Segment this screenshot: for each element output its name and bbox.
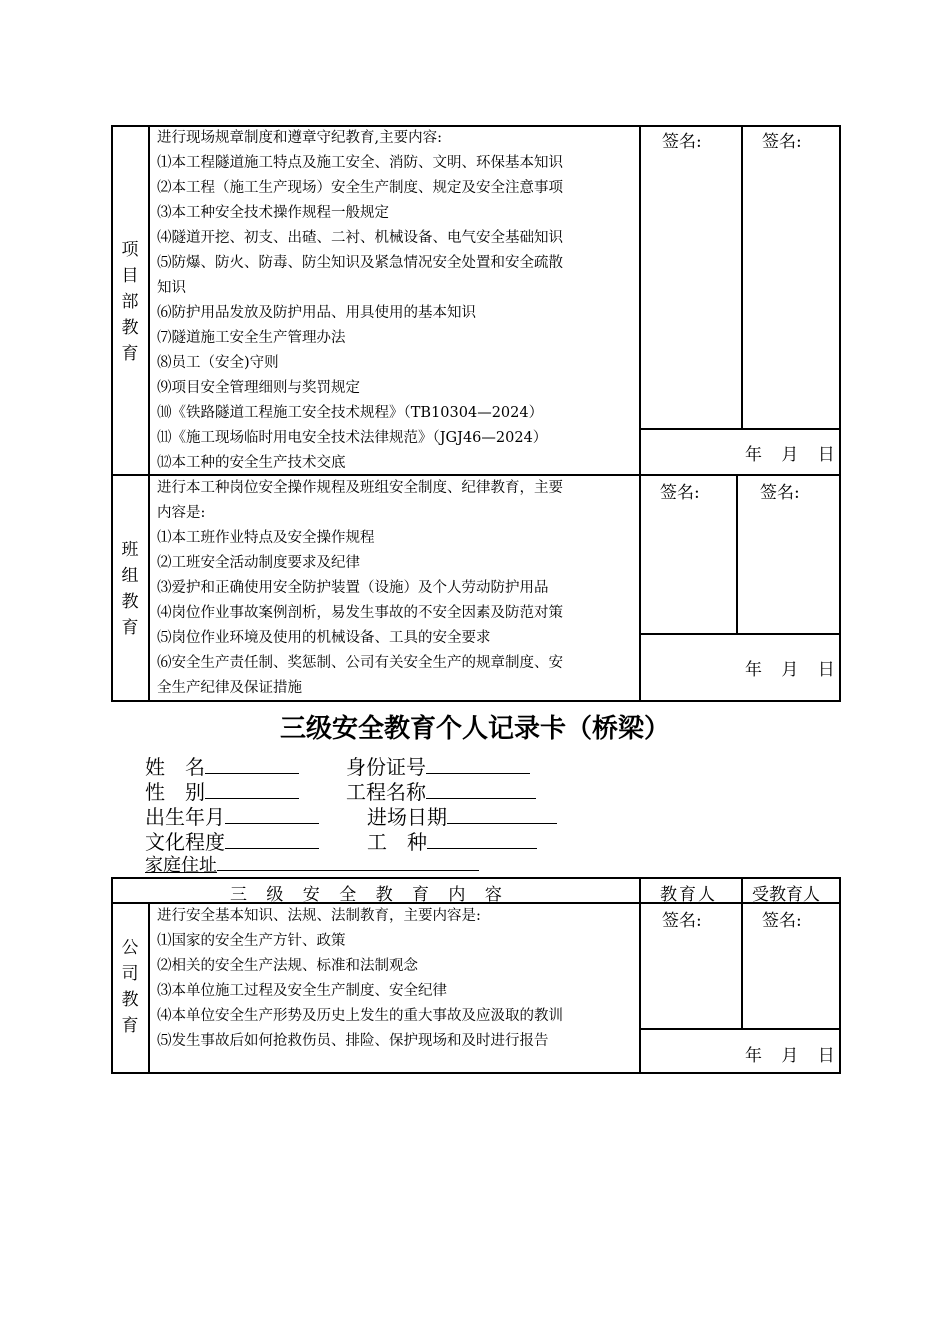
content-line: ⑹防护用品发放及防护用品、用具使用的基本知识: [157, 305, 476, 321]
content-line: 进行安全基本知识、法规、法制教育，主要内容是:: [157, 908, 481, 924]
date-field[interactable]: 年 月 日: [745, 660, 835, 680]
content-line: ⑴本工班作业特点及安全操作规程: [157, 530, 375, 546]
educatee-signature-field[interactable]: 签名:: [762, 132, 802, 152]
content-line: ⑼项目安全管理细则与奖罚规定: [157, 380, 360, 396]
content-line: ⑾《施工现场临时用电安全技术法律规范》（JGJ46—2024）: [157, 430, 548, 446]
content-line: 全生产纪律及保证措施: [157, 680, 302, 696]
content-line: ⑷岗位作业事故案例剖析，易发生事故的不安全因素及防范对策: [157, 605, 563, 621]
team-education-content: [157, 476, 563, 701]
content-line: ⑺隧道施工安全生产管理办法: [157, 330, 346, 346]
id-number-input-line[interactable]: [426, 755, 530, 774]
content-line: ⑵相关的安全生产法规、标准和法制观念: [157, 958, 418, 974]
card-title: 三级安全教育个人记录卡（桥梁）: [279, 714, 670, 744]
project-education-content: [157, 126, 563, 476]
educatee-signature-field[interactable]: 签名:: [762, 911, 802, 931]
education-label: 文化程度: [145, 832, 225, 854]
content-line: ⑸防爆、防火、防毒、防尘知识及紧急情况安全处置和安全疏散: [157, 255, 563, 271]
content-line: ⑶爱护和正确使用安全防护装置（设施）及个人劳动防护用品: [157, 580, 549, 596]
project-name-input-line[interactable]: [426, 780, 536, 799]
date-field[interactable]: 年 月 日: [745, 445, 835, 465]
header-educatee: 受教育人: [752, 885, 820, 905]
name-input-line[interactable]: [205, 755, 299, 774]
content-line: ⑵工班安全活动制度要求及纪律: [157, 555, 360, 571]
project-name-label: 工程名称: [346, 782, 426, 804]
educatee-signature-field[interactable]: 签名:: [760, 483, 800, 503]
entry-date-label: 进场日期: [367, 807, 447, 829]
educator-signature-field[interactable]: 签名:: [662, 132, 702, 152]
date-field[interactable]: 年 月 日: [745, 1046, 835, 1066]
trade-input-line[interactable]: [427, 830, 537, 849]
gender-label: 性 别: [145, 782, 205, 804]
address-label: 家庭住址: [145, 855, 217, 875]
content-line: ⑷本单位安全生产形势及历史上发生的重大事故及应汲取的教训: [157, 1008, 563, 1024]
header-educator: 教育人: [660, 885, 717, 905]
educator-signature-field[interactable]: 签名:: [662, 911, 702, 931]
content-line: ⑿本工种的安全生产技术交底: [157, 455, 346, 471]
name-label: 姓 名: [145, 757, 205, 779]
section-label-project: 项目部教育: [121, 240, 139, 364]
id-number-label: 身份证号: [346, 757, 426, 779]
content-line: ⑵本工程（施工生产现场）安全生产制度、规定及安全注意事项: [157, 180, 563, 196]
content-line: ⑽《铁路隧道工程施工安全技术规程》（TB10304—2024）: [157, 405, 544, 421]
content-line: ⑴本工程隧道施工特点及施工安全、消防、文明、环保基本知识: [157, 155, 563, 171]
content-line: 内容是:: [157, 505, 206, 521]
header-content: 三 级 安 全 教 育 内 容: [230, 885, 502, 905]
section-label-team: 班组教育: [121, 540, 139, 638]
content-line: ⑴国家的安全生产方针、政策: [157, 933, 346, 949]
content-line: ⑻员工（安全)守则: [157, 355, 279, 371]
entry-date-input-line[interactable]: [447, 805, 557, 824]
content-line: ⑸岗位作业环境及使用的机械设备、工具的安全要求: [157, 630, 491, 646]
content-line: 进行现场规章制度和遵章守纪教育,主要内容:: [157, 130, 442, 146]
content-line: 知识: [157, 280, 186, 296]
content-line: ⑷隧道开挖、初支、出碴、二衬、机械设备、电气安全基础知识: [157, 230, 563, 246]
educator-signature-field[interactable]: 签名:: [660, 483, 700, 503]
section-label-company: 公司教育: [121, 938, 139, 1036]
content-line: ⑶本单位施工过程及安全生产制度、安全纪律: [157, 983, 447, 999]
trade-label: 工 种: [367, 832, 427, 854]
birth-label: 出生年月: [145, 807, 225, 829]
company-education-content: [157, 904, 563, 1054]
education-input-line[interactable]: [225, 830, 319, 849]
content-line: ⑹安全生产责任制、奖惩制、公司有关安全生产的规章制度、安: [157, 655, 563, 671]
content-line: 进行本工种岗位安全操作规程及班组安全制度、纪律教育，主要: [157, 480, 563, 496]
address-input-line[interactable]: [217, 852, 479, 871]
address-field[interactable]: [145, 851, 479, 877]
content-line: ⑶本工种安全技术操作规程一般规定: [157, 205, 389, 221]
gender-input-line[interactable]: [205, 780, 299, 799]
content-line: ⑸发生事故后如何抢救伤员、排险、保护现场和及时进行报告: [157, 1033, 549, 1049]
birth-input-line[interactable]: [225, 805, 319, 824]
